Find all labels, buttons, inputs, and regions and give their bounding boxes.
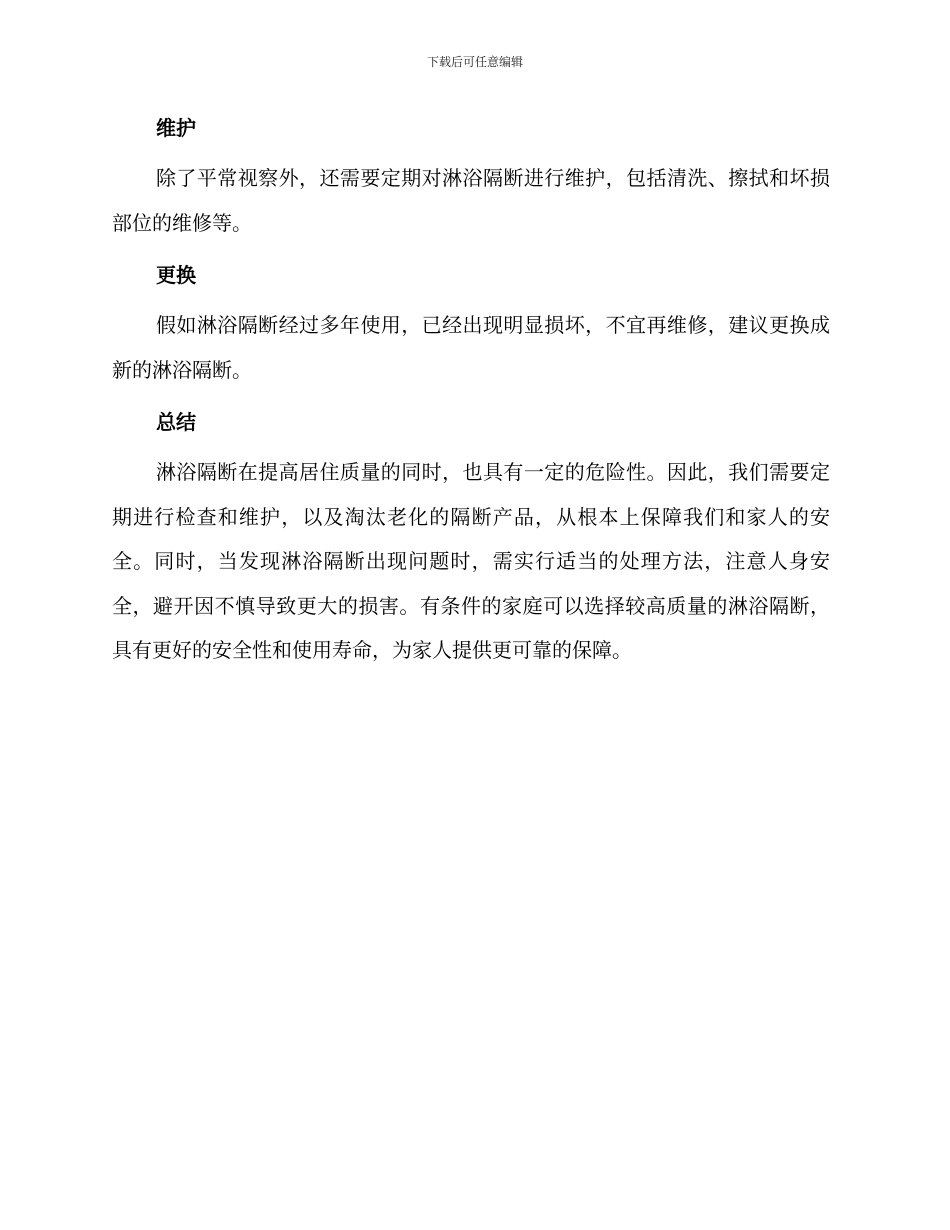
section-summary bbox=[112, 406, 830, 673]
section-heading-replacement: 更换 bbox=[156, 263, 196, 287]
section-body-summary: 淋浴隔断在提高居住质量的同时，也具有一定的危险性。因此，我们需要定期进行检查和维护，以及淘汰老化的隔断产品，从根本上保障我们和家人的安全。同时，当发现淋浴隔断出现问题时，需实行适当的处理方法，注意人身安全，避开因不慎导致更大的损害。有条件的家庭可以选择较高质量的淋浴隔断，具有更好的安全性和使用寿命，为家人提供更可靠的保障。 bbox=[112, 460, 830, 662]
header-note: 下载后可任意编辑 bbox=[426, 55, 523, 69]
section-heading-summary: 总结 bbox=[156, 410, 196, 434]
section-replacement bbox=[112, 259, 830, 392]
section-heading-maintenance: 维护 bbox=[156, 116, 196, 140]
section-body-maintenance: 除了平常视察外，还需要定期对淋浴隔断进行维护，包括清洗、擦拭和坏损部位的维修等。 bbox=[112, 166, 830, 235]
section-maintenance bbox=[112, 112, 830, 245]
section-body-replacement: 假如淋浴隔断经过多年使用，已经出现明显损坏，不宜再维修，建议更换成新的淋浴隔断。 bbox=[112, 313, 830, 382]
document-content bbox=[112, 112, 830, 687]
